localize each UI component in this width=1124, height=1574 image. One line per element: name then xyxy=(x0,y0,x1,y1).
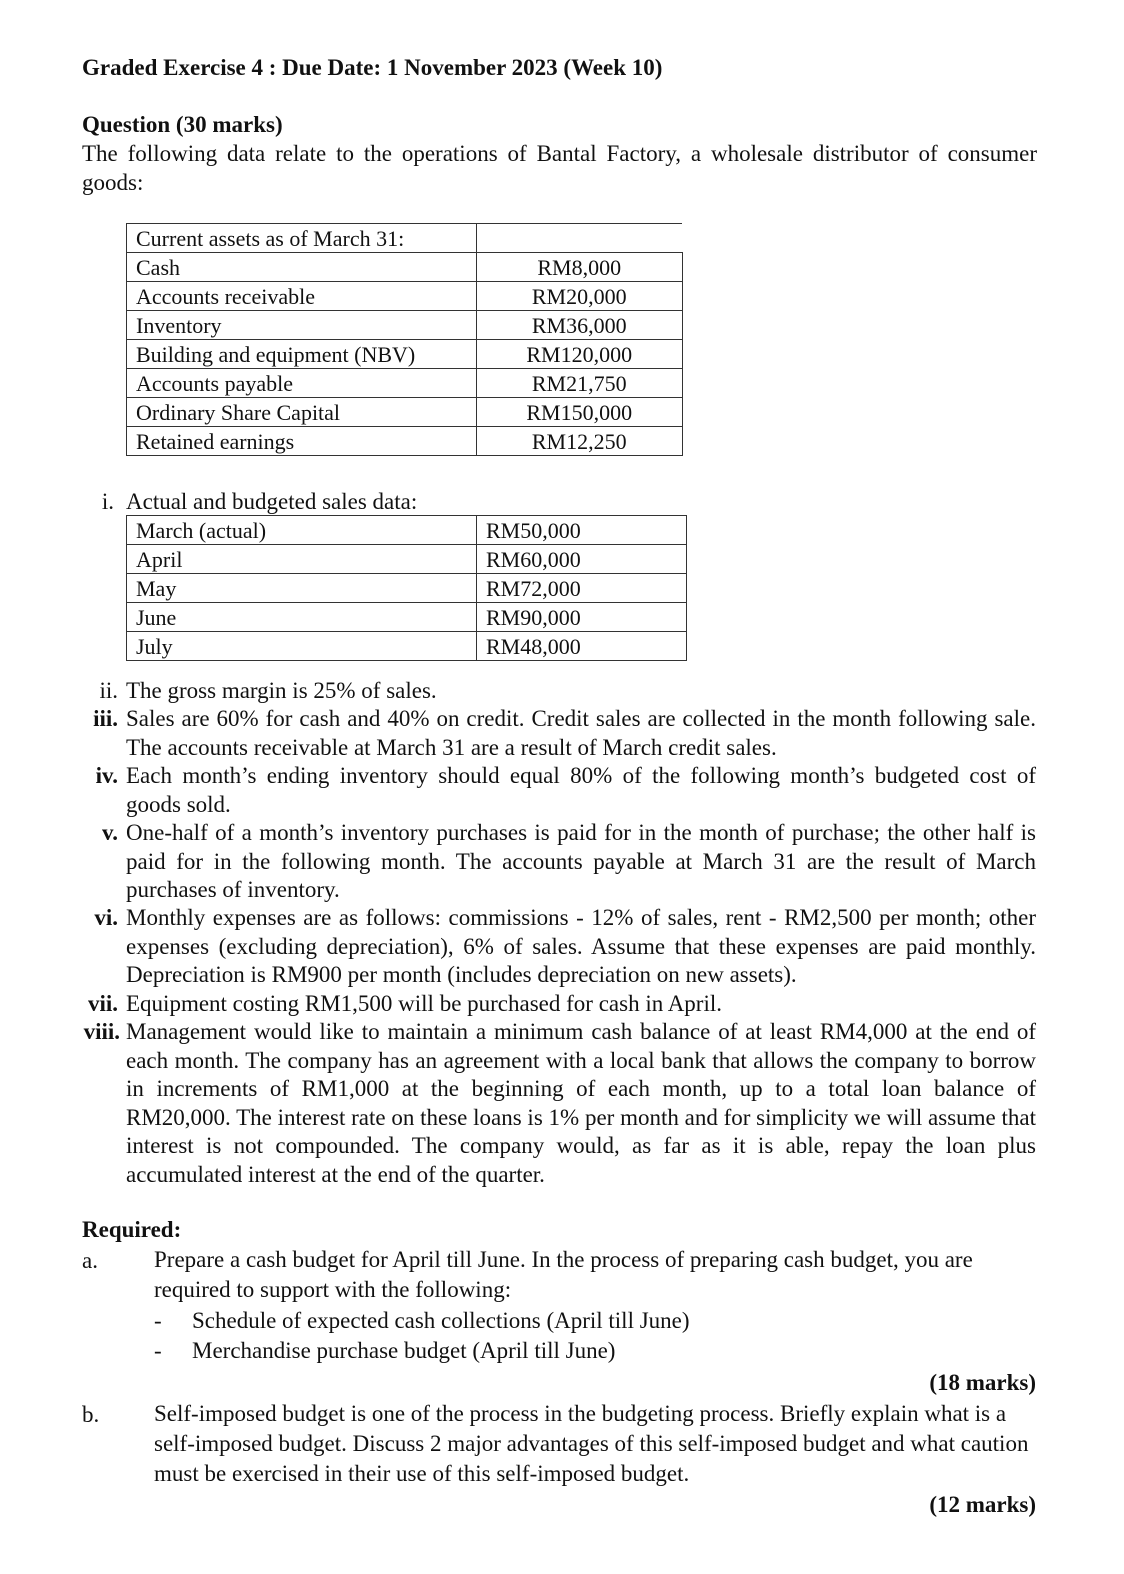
bullet-dash: - xyxy=(154,1338,162,1363)
table-row: April RM60,000 xyxy=(127,545,687,574)
table-row: March (actual) RM50,000 xyxy=(127,516,687,545)
question-title: Question (30 marks) xyxy=(82,112,283,137)
table-row: Ordinary Share Capital RM150,000 xyxy=(127,398,683,427)
item-number: iv. xyxy=(95,763,118,788)
part-a-bullet: Merchandise purchase budget (April till June) xyxy=(192,1338,616,1363)
item-text: Sales are 60% for cash and 40% on credit. Credit sales are collected in the month following sale. The accounts receivable at March 31 are a result of March credit sales. xyxy=(126,706,1036,760)
item-text: Management would like to maintain a minimum cash balance of at least RM4,000 at the end of each month. The company has an agreement with a local bank that allows the company to borrow in increments of RM1,000 at the beginning of each month, up to a total loan balance of RM20,000. The interest rate on these loans is 1% per month and for simplicity we will assume that interest is not compounded. The company would, as far as it is able, repay the loan plus accumulated interest at the end of the quarter. xyxy=(126,1019,1036,1187)
table-row: Building and equipment (NBV) RM120,000 xyxy=(127,340,683,369)
item-number: vi. xyxy=(94,905,118,930)
item-text: The gross margin is 25% of sales. xyxy=(126,678,437,703)
item-number: viii. xyxy=(83,1019,120,1044)
table-row: Retained earnings RM12,250 xyxy=(127,427,683,456)
item-number: vii. xyxy=(87,991,118,1016)
exercise-heading: Graded Exercise 4 : Due Date: 1 November 2023 (Week 10) xyxy=(82,55,663,80)
item-text: Equipment costing RM1,500 will be purchased for cash in April. xyxy=(126,991,722,1016)
part-b-marks: (12 marks) xyxy=(929,1492,1036,1517)
table-row: Accounts payable RM21,750 xyxy=(127,369,683,398)
item-text: Actual and budgeted sales data: xyxy=(126,489,418,514)
balance-header-row xyxy=(127,224,683,253)
item-number: ii. xyxy=(99,678,118,703)
part-a-bullet: Schedule of expected cash collections (April till June) xyxy=(192,1308,690,1333)
item-number: v. xyxy=(102,820,118,845)
part-b-label: b. xyxy=(82,1402,100,1427)
item-text: Monthly expenses are as follows: commissions - 12% of sales, rent - RM2,500 per month; other expenses (excluding depreciation), 6% of sales. Assume that these expenses are paid monthly. Depreciation is RM900 per month (includes depreciation on new assets). xyxy=(126,905,1036,987)
required-title: Required: xyxy=(82,1217,182,1242)
item-number: iii. xyxy=(93,706,118,731)
question-intro: The following data relate to the operations of Bantal Factory, a wholesale distributor of consumer goods: xyxy=(82,141,1037,195)
table-row: Cash RM8,000 xyxy=(127,253,683,282)
part-a-label: a. xyxy=(82,1248,98,1273)
bullet-dash: - xyxy=(154,1308,162,1333)
table-row: July RM48,000 xyxy=(127,632,687,661)
part-b-text: Self-imposed budget is one of the process in the budgeting process. Briefly explain what is a self-imposed budget. Discuss 2 major advantages of this self-imposed budget and what caution must be exercised in their use of this self-imposed budget. xyxy=(154,1401,1029,1486)
part-a-text: Prepare a cash budget for April till June. In the process of preparing cash budget, you are required to support with the following: xyxy=(154,1247,973,1302)
table-row: Inventory RM36,000 xyxy=(127,311,683,340)
table-row: Accounts receivable RM20,000 xyxy=(127,282,683,311)
item-number: i. xyxy=(101,489,114,514)
balance-table xyxy=(126,223,683,456)
table-row: May RM72,000 xyxy=(127,574,687,603)
item-text: Each month’s ending inventory should equal 80% of the following month’s budgeted cost of goods sold. xyxy=(126,763,1036,817)
item-text: One-half of a month’s inventory purchases is paid for in the month of purchase; the other half is paid for in the following month. The accounts payable at March 31 are the result of March purchases of inventory. xyxy=(126,820,1036,902)
sales-table xyxy=(126,515,687,661)
part-a-marks: (18 marks) xyxy=(929,1370,1036,1395)
balance-header: Current assets as of March 31: xyxy=(127,224,477,253)
table-row: June RM90,000 xyxy=(127,603,687,632)
